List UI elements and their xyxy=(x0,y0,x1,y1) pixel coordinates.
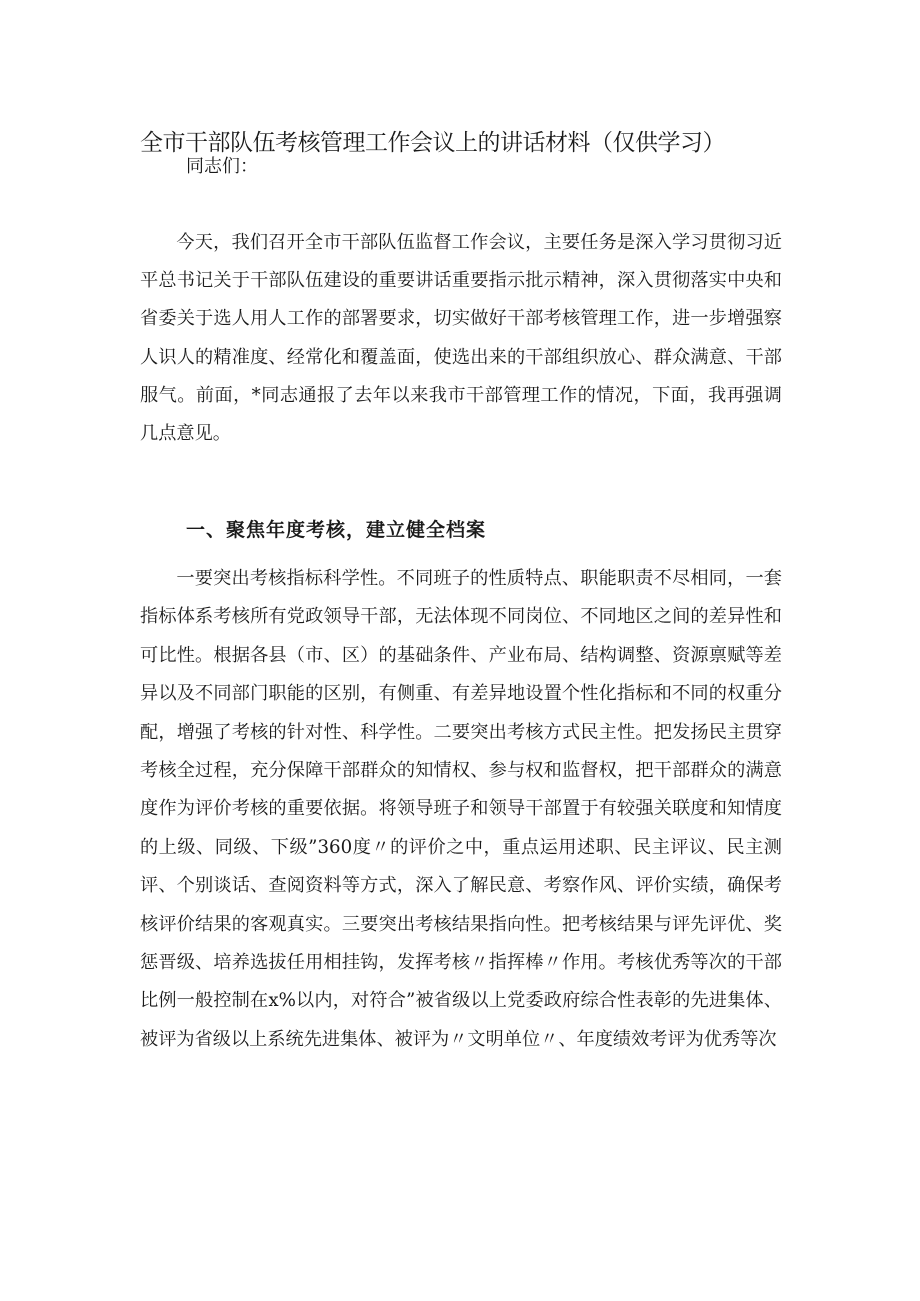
section-1-paragraph: 一要突出考核指标科学性。不同班子的性质特点、职能职责不尽相同，一套指标体系考核所有党政领导干部，无法体现不同岗位、不同地区之间的差异性和可比性。根据各县（市、区）的基础条件、产业布局、结构调整、资源禀赋等差异以及不同部门职能的区别，有侧重、有差异地设置个性化指标和不同的权重分配，增强了考核的针对性、科学性。二要突出考核方式民主性。把发扬民主贯穿考核全过程，充分保障干部群众的知情权、参与权和监督权，把干部群众的满意度作为评价考核的重要依据。将领导班子和领导干部置于有较强关联度和知情度的上级、同级、下级”360度〃的评价之中，重点运用述职、民主评议、民主测评、个别谈话、查阅资料等方式，深入了解民意、考察作风、评价实绩，确保考核评价结果的客观真实。三要突出考核结果指向性。把考核结果与评先评优、奖惩晋级、培养选拔任用相挂钩，发挥考核〃指挥棒〃作用。考核优秀等次的干部比例一般控制在x%以内，对符合”被省级以上党委政府综合性表彰的先进集体、被评为省级以上系统先进集体、被评为〃文明单位〃、年度绩效考评为优秀等次 xyxy=(140,568,782,1050)
salutation: 同志们： xyxy=(186,156,258,177)
intro-paragraph: 今天，我们召开全市干部队伍监督工作会议，主要任务是深入学习贯彻习近平总书记关于干部队伍建设的重要讲话重要指示批示精神，深入贯彻落实中央和省委关于选人用人工作的部署要求，切实做好干部考核管理工作，进一步增强察人识人的精准度、经常化和覆盖面，使选出来的干部组织放心、群众满意、干部服气。前面，*同志通报了去年以来我市干部管理工作的情况，下面，我再强调几点意见。 xyxy=(140,232,782,445)
section-heading-1: 一、聚焦年度考核，建立健全档案 xyxy=(186,519,487,541)
document-title: 全市干部队伍考核管理工作会议上的讲话材料（仅供学习） xyxy=(140,130,725,156)
